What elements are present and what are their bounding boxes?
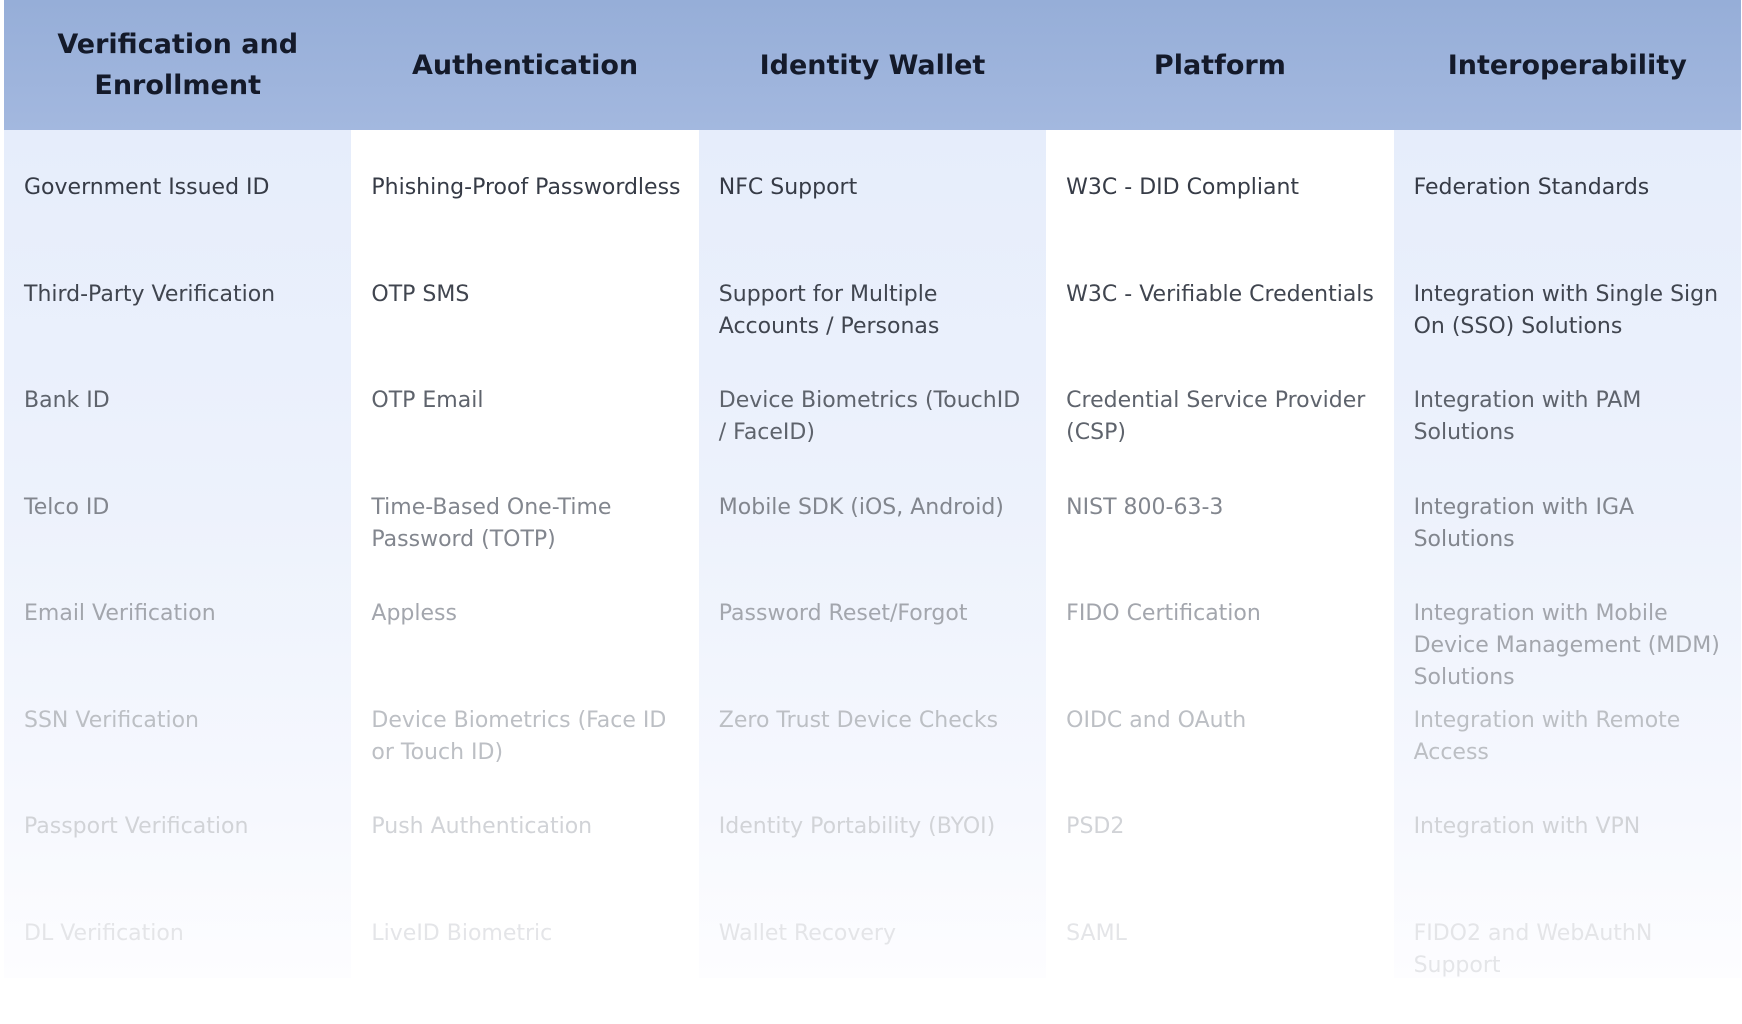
column-authentication [351,130,698,978]
column-identity-wallet [699,130,1046,978]
table-cell: SAML [1066,918,1375,1024]
table-body [4,130,1741,978]
table-cell: Integration with Remote Access [1414,705,1723,812]
table-cell: Device Biometrics (TouchID / FaceID) [719,385,1028,492]
table-cell: SSN Verification [24,705,333,812]
table-header-row [4,0,1741,130]
table-cell: Phishing-Proof Passwordless [371,172,680,279]
table-cell: PSD2 [1066,811,1375,918]
table-cell: Device Biometrics (Face ID or Touch ID) [371,705,680,812]
column-verification-enrollment [4,130,351,978]
header-identity-wallet: Identity Wallet [699,0,1046,130]
header-interoperability: Interoperability [1394,0,1741,130]
table-cell: Mobile SDK (iOS, Android) [719,492,1028,599]
table-cell: Integration with IGA Solutions [1414,492,1723,599]
table-cell: Credential Service Provider (CSP) [1066,385,1375,492]
table-cell: W3C - Verifiable Credentials [1066,279,1375,386]
table-cell: Integration with PAM Solutions [1414,385,1723,492]
table-cell: Password Reset/Forgot [719,598,1028,705]
table-cell: Bank ID [24,385,333,492]
header-verification-enrollment: Verification and Enrollment [4,0,351,130]
table-cell: OTP SMS [371,279,680,386]
table-cell: Zero Trust Device Checks [719,705,1028,812]
table-cell: NFC Support [719,172,1028,279]
table-cell: Time-Based One-Time Password (TOTP) [371,492,680,599]
table-cell: Wallet Recovery [719,918,1028,1024]
table-cell: Third-Party Verification [24,279,333,386]
table-cell: Support for Multiple Accounts / Personas [719,279,1028,386]
table-cell: Integration with Mobile Device Management (MDM) Solutions [1414,598,1723,705]
table-cell: NIST 800-63-3 [1066,492,1375,599]
table-cell: Email Verification [24,598,333,705]
column-platform [1046,130,1393,978]
table-cell: Integration with Single Sign On (SSO) Solutions [1414,279,1723,386]
table-cell: Appless [371,598,680,705]
header-platform: Platform [1046,0,1393,130]
table-cell: Federation Standards [1414,172,1723,279]
table-cell: OIDC and OAuth [1066,705,1375,812]
table-cell: LiveID Biometric [371,918,680,1024]
table-cell: Telco ID [24,492,333,599]
table-cell: Government Issued ID [24,172,333,279]
table-cell: Push Authentication [371,811,680,918]
table-cell: OTP Email [371,385,680,492]
column-interoperability [1394,130,1741,978]
table-cell: FIDO2 and WebAuthN Support [1414,918,1723,1024]
table-cell: Identity Portability (BYOI) [719,811,1028,918]
header-authentication: Authentication [351,0,698,130]
table-cell: FIDO Certification [1066,598,1375,705]
table-cell: Passport Verification [24,811,333,918]
feature-comparison-table [4,0,1741,978]
table-cell: W3C - DID Compliant [1066,172,1375,279]
table-cell: Integration with VPN [1414,811,1723,918]
table-cell: DL Verification [24,918,333,1024]
